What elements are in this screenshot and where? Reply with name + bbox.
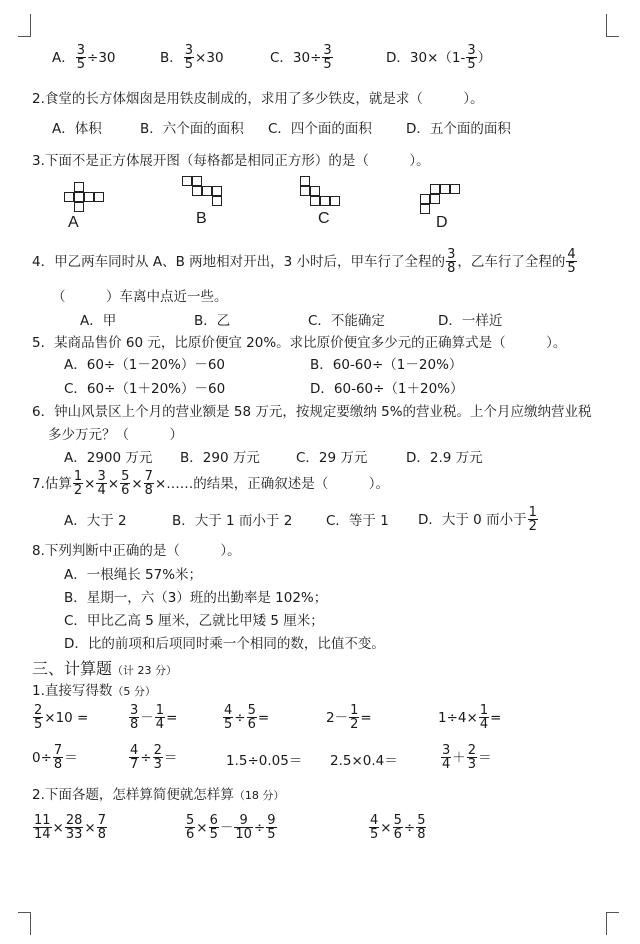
q4-stem-continued: （ ）车离中点近一些。 — [52, 289, 228, 305]
q6-option-a: A．2900 万元 — [64, 450, 153, 466]
q8-option-c: C．甲比乙高 5 厘米，乙就比甲矮 5 厘米； — [64, 613, 324, 629]
q7-option-c: C．等于 1 — [326, 513, 389, 529]
calc-1-2: $\frac{3}{8}$ － $\frac{1}{4}$ = — [130, 703, 178, 732]
calc-2-4: 2.5×0.4＝ — [330, 753, 398, 769]
q8-option-b: B．星期一，六（3）班的出勤率是 102%； — [64, 590, 328, 606]
q4-option-c: C．不能确定 — [308, 313, 385, 329]
calc-1-5: 1÷4× $\frac{1}{4}$ = — [438, 703, 502, 732]
net-label-d: D — [436, 214, 448, 231]
corner-mark-top-left — [18, 14, 31, 37]
q2-stem: 2.食堂的长方体烟囱是用铁皮制成的，求用了多少铁皮，就是求（ ）。 — [32, 91, 484, 107]
calc-3-2: $\frac{5}{6}$ × $\frac{6}{5}$ － $\frac{9}{10}$ ÷ $\frac{9}{5}$ — [186, 813, 276, 842]
corner-mark-bottom-right — [606, 912, 619, 935]
q1-option-c: C．30÷ $\frac{3}{5}$ — [270, 43, 332, 72]
q7-option-b: B．大于 1 而小于 2 — [172, 513, 293, 529]
q4-stem: 4．甲乙两车同时从 A、B 两地相对开出，3 小时后，甲车行了全程的 $\frac{3}{8}$ ，乙车行了全程的 $\frac{4}{5}$ — [32, 247, 576, 276]
calc-1-3: $\frac{4}{5}$ ÷ $\frac{5}{6}$ = — [224, 703, 270, 732]
q1-option-a: A． $\frac{3}{5}$ ÷30 — [52, 43, 116, 72]
q8-option-a: A．一根绳长 57%米； — [64, 567, 203, 583]
q7-option-d: D．大于 0 而小于 $\frac{1}{2}$ — [418, 505, 537, 534]
q8-stem: 8.下列判断中正确的是（ ）。 — [32, 543, 241, 559]
net-label-a: A — [68, 214, 79, 231]
net-label-c: C — [318, 210, 330, 227]
calc-2-5: $\frac{3}{4}$ ＋ $\frac{2}{3}$ ＝ — [442, 743, 492, 772]
q6-option-b: B．290 万元 — [180, 450, 260, 466]
q6-stem-continued: 多少万元？（ ） — [48, 427, 183, 443]
q5-option-c: C．60÷（1＋20%）－60 — [64, 381, 226, 397]
q2-option-b: B．六个面的面积 — [140, 121, 244, 137]
calc-2-2: $\frac{4}{7}$ ÷ $\frac{2}{3}$ ＝ — [130, 743, 178, 772]
calc-3-3: $\frac{4}{5}$ × $\frac{5}{6}$ ÷ $\frac{5}{8}$ — [370, 813, 426, 842]
q2-option-c: C．四个面的面积 — [268, 121, 372, 137]
q5-option-d: D．60-60÷（1＋20%） — [310, 381, 464, 397]
q4-option-b: B．乙 — [194, 313, 231, 329]
q3-stem: 3.下面不是正方体展开图（每格都是相同正方形）的是（ ）。 — [32, 153, 430, 169]
part-2-heading: 2.下面各题，怎样算简便就怎样算（18 分） — [32, 787, 285, 803]
q5-stem: 5．某商品售价 60 元，比原价便宜 20%。求比原价便宜多少元的正确算式是（ ）。 — [32, 335, 567, 351]
q7-option-a: A．大于 2 — [64, 513, 127, 529]
q2-option-a: A．体积 — [52, 121, 102, 137]
section-3-heading: 三、计算题（计 23 分） — [32, 659, 178, 678]
calc-2-1: 0÷ $\frac{7}{8}$ ＝ — [32, 743, 78, 772]
q1-option-d: D．30×（1- $\frac{3}{5}$ ） — [386, 43, 492, 72]
q7-stem: 7.估算 $\frac{1}{2}$ × $\frac{3}{4}$ × $\frac{5}{6}$ × $\frac{7}{8}$ ×……的结果，正确叙述是（ ）。 — [32, 469, 390, 498]
calc-1-1: $\frac{2}{5}$ ×10 = — [34, 703, 89, 732]
q2-option-d: D．五个面的面积 — [406, 121, 511, 137]
q4-option-d: D．一样近 — [438, 313, 503, 329]
q1-option-b: B． $\frac{3}{5}$ ×30 — [160, 43, 224, 72]
q5-option-a: A．60÷（1－20%）－60 — [64, 357, 225, 373]
corner-mark-bottom-left — [18, 912, 31, 935]
q6-option-d: D．2.9 万元 — [406, 450, 483, 466]
corner-mark-top-right — [606, 14, 619, 37]
net-label-b: B — [196, 210, 207, 227]
q6-option-c: C．29 万元 — [296, 450, 368, 466]
q5-option-b: B．60-60÷（1－20%） — [310, 357, 463, 373]
calc-1-4: 2－ $\frac{1}{2}$ = — [326, 703, 372, 732]
part-1-heading: 1.直接写得数（5 分） — [32, 683, 156, 699]
q6-stem: 6．钟山风景区上个月的营业额是 58 万元，按规定要缴纳 5%的营业税。上个月应缴纳营业税 — [32, 404, 592, 420]
calc-2-3: 1.5÷0.05＝ — [226, 753, 303, 769]
q8-option-d: D．比的前项和后项同时乘一个相同的数，比值不变。 — [64, 636, 385, 652]
calc-3-1: $\frac{11}{14}$ × $\frac{28}{33}$ × $\frac{7}{8}$ — [34, 813, 106, 842]
q4-option-a: A．甲 — [80, 313, 117, 329]
